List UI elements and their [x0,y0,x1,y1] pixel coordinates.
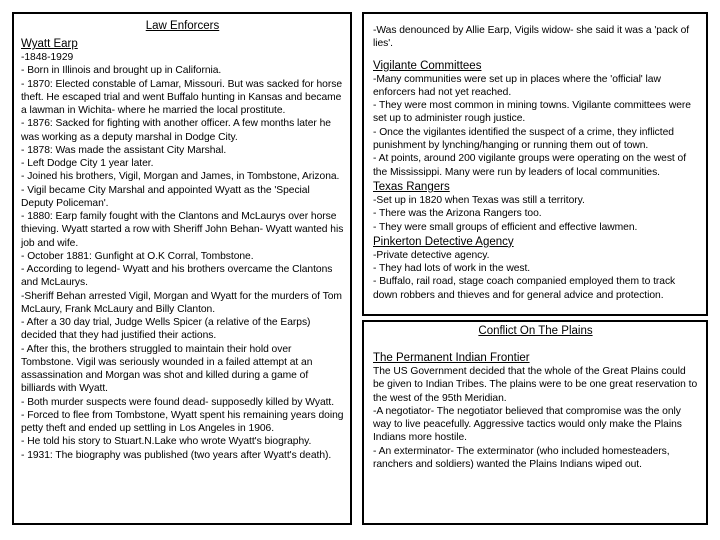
text-line: - Joined his brothers, Vigil, Morgan and James, in Tombstone, Arizona. [21,171,340,183]
panel-title: Conflict On The Plains [478,325,593,337]
text-line: - Born in Illinois and brought up in California. [21,65,222,77]
text-line: -Private detective agency. [373,249,490,261]
text-line: - Once the vigilantes identified the suspect of a crime, they inflicted punishment by lynching/hanging or running them out of town. [373,126,674,152]
text-line: - According to legend- Wyatt and his brothers overcame the Clantons and McLaurys. [21,264,333,289]
text-line: - 1880: Earp family fought with the Clantons and McLaurys over horse thieving. Wyatt started a row with Sheriff John Behan- Wyatt wanted his job and wife. [21,211,344,249]
text-line: -Set up in 1820 when Texas was still a territory. [373,194,585,206]
text-line: - 1931: The biography was published (two years after Wyatt's death). [21,449,332,461]
section-heading-pinkerton-agency: Pinkerton Detective Agency [373,235,514,248]
text-line: - He told his story to Stuart.N.Lake who wrote Wyatt's biography. [21,436,312,448]
text-line: -1848-1929 [21,52,74,63]
text-line: - At points, around 200 vigilante groups were operating on the west of the Mississippi. Many were run by leaders of local communities. [373,153,687,178]
text-line: - Both murder suspects were found dead- supposedly killed by Wyatt. [21,396,335,408]
wyatt-earp-text [21,51,344,462]
text-line: - 1878: Was made the assistant City Marshal. [21,144,227,156]
section-heading-wyatt-earp: Wyatt Earp [21,38,78,50]
text-line: - There was the Arizona Rangers too. [373,208,542,220]
conflict-on-plains-panel [362,320,708,525]
text-line: - Buffalo, rail road, stage coach companied employed them to track down robbers and thieves and for general advice and protection. [373,276,676,301]
text-line: - They were most common in mining towns. Vigilante committees were set up to administer rough justice. [373,100,691,125]
section-heading-vigilante-committees: Vigilante Committees [373,59,482,72]
intro-text: -Was denounced by Allie Earp, Vigils widow- she said it was a 'pack of lies'. [373,25,690,50]
section-heading-indian-frontier: The Permanent Indian Frontier [373,352,530,364]
text-line: - They had lots of work in the west. [373,263,531,275]
vigilantes-panel [362,12,708,316]
text-line: - After a 30 day trial, Judge Wells Spicer (a relative of the Earps) decided that they had justified their actions. [21,317,311,342]
text-line: -A negotiator- The negotiator believed that compromise was the only way to live peacefully. Aggressive tactics would only make the Plains Indians more hostile. [373,405,682,444]
text-line: -Sheriff Behan arrested Vigil, Morgan and Wyatt for the murders of Tom McLaury, Frank McLaury and Billy Clanton. [21,290,342,315]
text-line: - Vigil became City Marshal and appointed Wyatt as the 'Special Deputy Policeman'. [21,184,310,209]
text-line: - 1876: Sacked for fighting with another officer. A few months later he was working as a deputy marshal in Dodge City. [21,118,331,143]
text-line: - After this, the brothers struggled to maintain their hold over Tombstone. Vigil was seriously wounded in a failed attempt at an assassination and Morgan was shot and killed during a game of billiards with Wyatt. [21,343,313,395]
text-line: - October 1881: Gunfight at O.K Corral, Tombstone. [21,250,254,262]
section-heading-texas-rangers: Texas Rangers [373,180,450,193]
panel-title: Law Enforcers [145,20,220,32]
text-line: -Many communities were set up in places where the 'official' law enforcers had not yet reached. [373,73,661,98]
text-line: - 1870: Elected constable of Lamar, Missouri. But was sacked for horse theft. He escaped trial and went Buffalo hunting in Kansas and became a lawman in Wichita- where he married the local prostitute. [21,78,343,116]
text-line: - An exterminator- The exterminator (who included homesteaders, ranchers and soldiers) wanted the Plains Indians wiped out. [373,445,670,471]
text-line: - They were small groups of efficient and effective lawmen. [373,221,638,233]
text-line: The US Government decided that the whole of the Great Plains could be given to Indian Tribes. The plains were to be one great reservation to the west of the 95th Meridian. [373,366,698,404]
text-line: - Forced to flee from Tombstone, Wyatt spent his remaining years doing petty theft and ended up settling in Los Angeles in 1906. [21,409,344,434]
law-enforcers-panel [12,12,352,525]
text-line: - Left Dodge City 1 year later. [21,158,154,169]
